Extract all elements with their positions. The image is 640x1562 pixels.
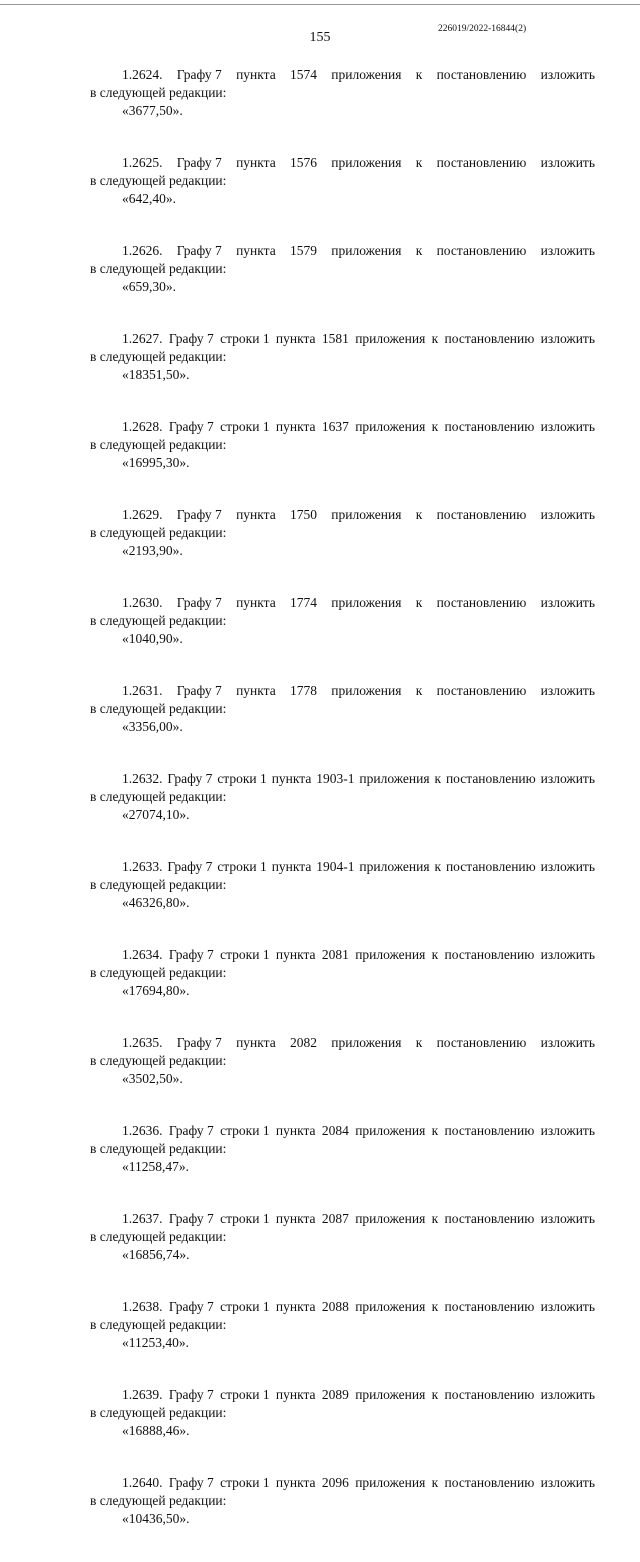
amendment-line-2: в следующей редакции:	[90, 525, 227, 540]
item-number: 1.2626.	[122, 243, 163, 258]
amendment-value: «3502,50».	[122, 1071, 183, 1086]
word-column: Графу 7	[168, 1123, 214, 1138]
word-column: Графу 7	[168, 947, 214, 962]
amendment-value: «27074,10».	[122, 807, 190, 822]
amendment-value: «16888,46».	[122, 1423, 190, 1438]
point-number: 2081	[321, 947, 349, 962]
amendment-item	[90, 154, 595, 242]
word-row: строки 1	[217, 771, 267, 786]
item-number: 1.2640.	[122, 1475, 163, 1490]
amendment-line-1	[122, 1034, 595, 1052]
word-row: строки 1	[220, 1211, 270, 1226]
word-to: к	[431, 1475, 439, 1490]
top-rule	[0, 4, 640, 5]
item-number: 1.2634.	[122, 947, 163, 962]
word-to: к	[415, 1035, 423, 1050]
word-annex: приложения	[359, 771, 430, 786]
word-column: Графу 7	[168, 419, 214, 434]
amendment-item	[90, 1474, 595, 1562]
word-column: Графу 7	[168, 1387, 214, 1402]
amendment-line-2: в следующей редакции:	[90, 1053, 227, 1068]
amendment-line-2: в следующей редакции:	[90, 1493, 227, 1508]
word-verb: изложить	[540, 67, 595, 82]
word-to: к	[415, 243, 423, 258]
word-point: пункта	[275, 1123, 316, 1138]
amendment-value: «3677,50».	[122, 103, 183, 118]
word-verb: изложить	[540, 1299, 595, 1314]
item-number: 1.2630.	[122, 595, 163, 610]
word-annex: приложения	[355, 1211, 426, 1226]
amendment-line-1	[122, 1298, 595, 1316]
word-column: Графу 7	[167, 859, 213, 874]
word-resolution: постановлению	[436, 683, 527, 698]
word-row: строки 1	[220, 1123, 270, 1138]
point-number: 1576	[289, 155, 317, 170]
word-row: строки 1	[220, 1475, 270, 1490]
word-point: пункта	[275, 1387, 316, 1402]
word-resolution: постановлению	[436, 243, 527, 258]
word-annex: приложения	[355, 1387, 426, 1402]
word-to: к	[434, 771, 442, 786]
word-point: пункта	[275, 947, 316, 962]
amendment-line-2: в следующей редакции:	[90, 613, 227, 628]
word-point: пункта	[275, 1475, 316, 1490]
word-annex: приложения	[355, 1475, 426, 1490]
amendment-item	[90, 330, 595, 418]
word-to: к	[431, 1387, 439, 1402]
word-resolution: постановлению	[444, 331, 535, 346]
word-row: строки 1	[217, 859, 267, 874]
amendment-item	[90, 770, 595, 858]
point-number: 2088	[321, 1299, 349, 1314]
amendment-item	[90, 506, 595, 594]
amendment-item	[90, 946, 595, 1034]
amendment-value: «11258,47».	[122, 1159, 189, 1174]
word-to: к	[431, 1123, 439, 1138]
word-verb: изложить	[540, 771, 595, 786]
point-number: 2089	[321, 1387, 349, 1402]
amendment-value: «16856,74».	[122, 1247, 190, 1262]
word-resolution: постановлению	[444, 419, 535, 434]
word-verb: изложить	[540, 331, 595, 346]
item-number: 1.2637.	[122, 1211, 163, 1226]
amendment-line-2: в следующей редакции:	[90, 85, 227, 100]
word-point: пункта	[236, 67, 276, 82]
word-annex: приложения	[355, 419, 426, 434]
item-number: 1.2636.	[122, 1123, 163, 1138]
word-column: Графу 7	[176, 67, 222, 82]
amendment-item	[90, 66, 595, 154]
word-point: пункта	[271, 771, 312, 786]
amendment-line-1	[122, 1122, 595, 1140]
point-number: 1904-1	[316, 859, 355, 874]
item-number: 1.2628.	[122, 419, 163, 434]
word-verb: изложить	[540, 155, 595, 170]
amendment-line-1	[122, 858, 595, 876]
word-row: строки 1	[220, 1299, 270, 1314]
word-resolution: постановлению	[436, 67, 527, 82]
word-point: пункта	[236, 595, 276, 610]
item-number: 1.2633.	[122, 859, 163, 874]
point-number: 2087	[321, 1211, 349, 1226]
word-column: Графу 7	[168, 1475, 214, 1490]
word-annex: приложения	[331, 155, 402, 170]
word-to: к	[415, 595, 423, 610]
word-verb: изложить	[540, 595, 595, 610]
word-to: к	[415, 155, 423, 170]
word-column: Графу 7	[168, 1299, 214, 1314]
amendment-value: «17694,80».	[122, 983, 190, 998]
point-number: 1637	[321, 419, 349, 434]
word-column: Графу 7	[176, 507, 222, 522]
word-point: пункта	[275, 419, 316, 434]
word-resolution: постановлению	[436, 1035, 527, 1050]
amendment-line-1	[122, 418, 595, 436]
word-to: к	[434, 859, 442, 874]
amendment-line-1	[122, 1386, 595, 1404]
amendment-line-1	[122, 330, 595, 348]
amendment-item	[90, 1122, 595, 1210]
word-column: Графу 7	[168, 331, 214, 346]
word-annex: приложения	[355, 1299, 426, 1314]
amendment-line-2: в следующей редакции:	[90, 1229, 227, 1244]
item-number: 1.2631.	[122, 683, 163, 698]
item-number: 1.2639.	[122, 1387, 163, 1402]
point-number: 2082	[289, 1035, 317, 1050]
word-verb: изложить	[540, 1035, 595, 1050]
word-to: к	[431, 1299, 439, 1314]
word-to: к	[431, 947, 439, 962]
word-column: Графу 7	[176, 683, 222, 698]
point-number: 1579	[289, 243, 317, 258]
item-number: 1.2624.	[122, 67, 163, 82]
word-point: пункта	[236, 155, 276, 170]
word-resolution: постановлению	[444, 947, 535, 962]
word-annex: приложения	[355, 1123, 426, 1138]
word-column: Графу 7	[167, 771, 213, 786]
word-to: к	[415, 67, 423, 82]
amendment-line-2: в следующей редакции:	[90, 173, 227, 188]
word-row: строки 1	[220, 1387, 270, 1402]
word-verb: изложить	[540, 243, 595, 258]
word-resolution: постановлению	[445, 859, 536, 874]
amendment-item	[90, 1298, 595, 1386]
amendment-line-1	[122, 66, 595, 84]
word-column: Графу 7	[176, 155, 222, 170]
point-number: 1903-1	[316, 771, 355, 786]
word-verb: изложить	[540, 1211, 595, 1226]
amendment-line-2: в следующей редакции:	[90, 261, 227, 276]
word-resolution: постановлению	[444, 1211, 535, 1226]
word-row: строки 1	[220, 331, 270, 346]
word-verb: изложить	[540, 1387, 595, 1402]
word-verb: изложить	[540, 419, 595, 434]
point-number: 1574	[289, 67, 317, 82]
amendment-item	[90, 1386, 595, 1474]
amendment-line-2: в следующей редакции:	[90, 1405, 227, 1420]
point-number: 1750	[289, 507, 317, 522]
amendment-value: «46326,80».	[122, 895, 190, 910]
item-number: 1.2638.	[122, 1299, 163, 1314]
word-resolution: постановлению	[444, 1475, 535, 1490]
point-number: 2084	[321, 1123, 349, 1138]
word-row: строки 1	[220, 419, 270, 434]
point-number: 1778	[289, 683, 317, 698]
item-number: 1.2627.	[122, 331, 163, 346]
amendment-value: «1040,90».	[122, 631, 183, 646]
point-number: 1581	[321, 331, 349, 346]
amendment-value: «18351,50».	[122, 367, 190, 382]
amendment-line-2: в следующей редакции:	[90, 1317, 227, 1332]
amendment-item	[90, 594, 595, 682]
point-number: 1774	[289, 595, 317, 610]
word-resolution: постановлению	[444, 1387, 535, 1402]
amendment-line-1	[122, 770, 595, 788]
word-annex: приложения	[331, 595, 402, 610]
word-annex: приложения	[355, 947, 426, 962]
amendment-item	[90, 1034, 595, 1122]
point-number: 2096	[321, 1475, 349, 1490]
word-point: пункта	[236, 1035, 276, 1050]
word-point: пункта	[236, 507, 276, 522]
amendment-item	[90, 1210, 595, 1298]
word-annex: приложения	[359, 859, 430, 874]
word-verb: изложить	[540, 859, 595, 874]
word-row: строки 1	[220, 947, 270, 962]
amendment-item	[90, 858, 595, 946]
word-resolution: постановлению	[444, 1299, 535, 1314]
word-to: к	[415, 683, 423, 698]
amendment-line-1	[122, 154, 595, 172]
word-to: к	[431, 419, 439, 434]
word-to: к	[431, 1211, 439, 1226]
amendment-line-2: в следующей редакции:	[90, 789, 227, 804]
amendment-value: «10436,50».	[122, 1511, 190, 1526]
word-point: пункта	[275, 331, 316, 346]
amendment-value: «3356,00».	[122, 719, 183, 734]
amendment-item	[90, 682, 595, 770]
word-point: пункта	[236, 243, 276, 258]
item-number: 1.2625.	[122, 155, 163, 170]
amendment-line-1	[122, 1474, 595, 1492]
amendment-item	[90, 418, 595, 506]
amendment-line-1	[122, 682, 595, 700]
amendment-line-2: в следующей редакции:	[90, 437, 227, 452]
word-annex: приложения	[331, 683, 402, 698]
word-resolution: постановлению	[436, 155, 527, 170]
word-column: Графу 7	[176, 1035, 222, 1050]
word-resolution: постановлению	[436, 595, 527, 610]
word-annex: приложения	[331, 507, 402, 522]
amendment-line-2: в следующей редакции:	[90, 349, 227, 364]
word-verb: изложить	[540, 507, 595, 522]
word-point: пункта	[236, 683, 276, 698]
page-number: 155	[309, 30, 331, 45]
word-verb: изложить	[540, 1475, 595, 1490]
amendment-value: «16995,30».	[122, 455, 190, 470]
word-resolution: постановлению	[445, 771, 536, 786]
amendment-line-1	[122, 506, 595, 524]
word-point: пункта	[271, 859, 312, 874]
amendments-list	[90, 66, 595, 1562]
amendment-line-2: в следующей редакции:	[90, 965, 227, 980]
amendment-value: «659,30».	[122, 279, 176, 294]
word-annex: приложения	[331, 1035, 402, 1050]
amendment-line-2: в следующей редакции:	[90, 877, 227, 892]
word-annex: приложения	[355, 331, 426, 346]
word-point: пункта	[275, 1211, 316, 1226]
word-column: Графу 7	[168, 1211, 214, 1226]
word-column: Графу 7	[176, 595, 222, 610]
word-resolution: постановлению	[436, 507, 527, 522]
amendment-line-1	[122, 242, 595, 260]
word-to: к	[431, 331, 439, 346]
amendment-item	[90, 242, 595, 330]
amendment-line-2: в следующей редакции:	[90, 1141, 227, 1156]
item-number: 1.2632.	[122, 771, 163, 786]
amendment-line-1	[122, 1210, 595, 1228]
amendment-line-1	[122, 946, 595, 964]
amendment-value: «11253,40».	[122, 1335, 189, 1350]
word-annex: приложения	[331, 67, 402, 82]
item-number: 1.2629.	[122, 507, 163, 522]
amendment-line-2: в следующей редакции:	[90, 701, 227, 716]
item-number: 1.2635.	[122, 1035, 163, 1050]
document-id: 226019/2022-16844(2)	[438, 24, 527, 34]
word-column: Графу 7	[176, 243, 222, 258]
word-resolution: постановлению	[444, 1123, 535, 1138]
word-verb: изложить	[540, 683, 595, 698]
word-to: к	[415, 507, 423, 522]
amendment-value: «2193,90».	[122, 543, 183, 558]
word-verb: изложить	[540, 947, 595, 962]
word-verb: изложить	[540, 1123, 595, 1138]
word-point: пункта	[275, 1299, 316, 1314]
word-annex: приложения	[331, 243, 402, 258]
amendment-value: «642,40».	[122, 191, 176, 206]
amendment-line-1	[122, 594, 595, 612]
